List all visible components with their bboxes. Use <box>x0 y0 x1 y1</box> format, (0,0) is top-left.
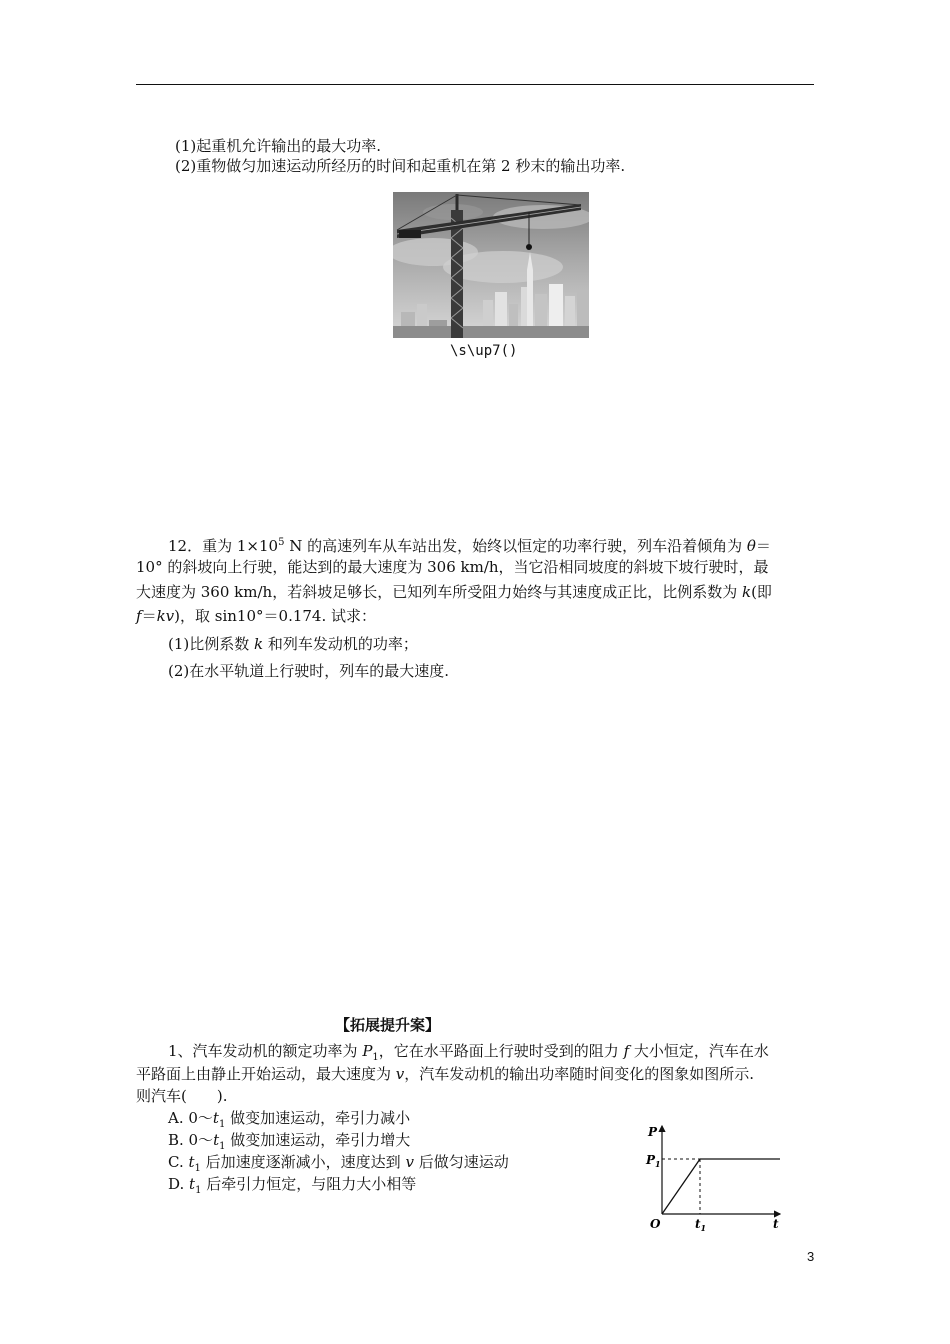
section-title: 【拓展提升案】 <box>335 1016 441 1034</box>
ramp-line <box>662 1159 700 1214</box>
extension-line2: 平路面上由静止开始运动，最大速度为 v，汽车发动机的输出功率随时间变化的图象如图所示. <box>136 1065 755 1083</box>
option-d: D. $t_1$ 后牵引力恒定，与阻力大小相等 <box>168 1175 417 1196</box>
problem12-line4: f＝kv)，取 sin10°＝0.174. 试求： <box>136 607 376 625</box>
power-time-graph <box>640 1120 790 1235</box>
extension-line3: 则汽车( ). <box>136 1087 228 1105</box>
origin-label: O <box>650 1217 661 1231</box>
problem12-q2: (2)在水平轨道上行驶时，列车的最大速度. <box>168 662 450 680</box>
y-axis-label: P <box>648 1125 658 1139</box>
problem12-line1: 12．重为 $1\times 10^5$ N 的高速列车从车站出发，始终以恒定的功率行驶，列车沿着倾角为 θ＝ <box>168 537 771 555</box>
option-a: A. $0\sim t_1$ 做变加速运动，牵引力减小 <box>168 1109 411 1130</box>
problem12-q1: (1)比例系数 k 和列车发动机的功率； <box>168 635 418 653</box>
problem11-q1: (1)起重机允许输出的最大功率. <box>175 137 382 155</box>
problem12-line3: 大速度为 360 km/h，若斜坡足够长，已知列车所受阻力始终与其速度成正比，比例系数为 k(即 <box>136 583 772 601</box>
problem12-line2: 10° 的斜坡向上行驶，能达到的最大速度为 306 km/h，当它沿相同坡度的斜坡下坡行驶时，最 <box>136 558 769 576</box>
p1-label: $P_1$ <box>646 1153 661 1169</box>
x-axis-label: t <box>773 1217 779 1231</box>
problem11-q2: (2)重物做匀加速运动所经历的时间和起重机在第 2 秒末的输出功率. <box>175 157 626 175</box>
figure-caption: \s\up7() <box>450 343 518 359</box>
extension-line1: 1、汽车发动机的额定功率为 $P_1$，它在水平路面上行驶时受到的阻力 f 大小恒定，汽车在水 <box>168 1042 769 1063</box>
page-number: 3 <box>807 1249 815 1264</box>
t1-label: $t_1$ <box>695 1217 707 1233</box>
option-b: B. $0\sim t_1$ 做变加速运动，牵引力增大 <box>168 1131 411 1152</box>
tower-crane-photo <box>393 192 589 338</box>
option-c: C. $t_1$ 后加速度逐渐减小，速度达到 v 后做匀速运动 <box>168 1153 509 1174</box>
header-rule <box>136 84 814 85</box>
